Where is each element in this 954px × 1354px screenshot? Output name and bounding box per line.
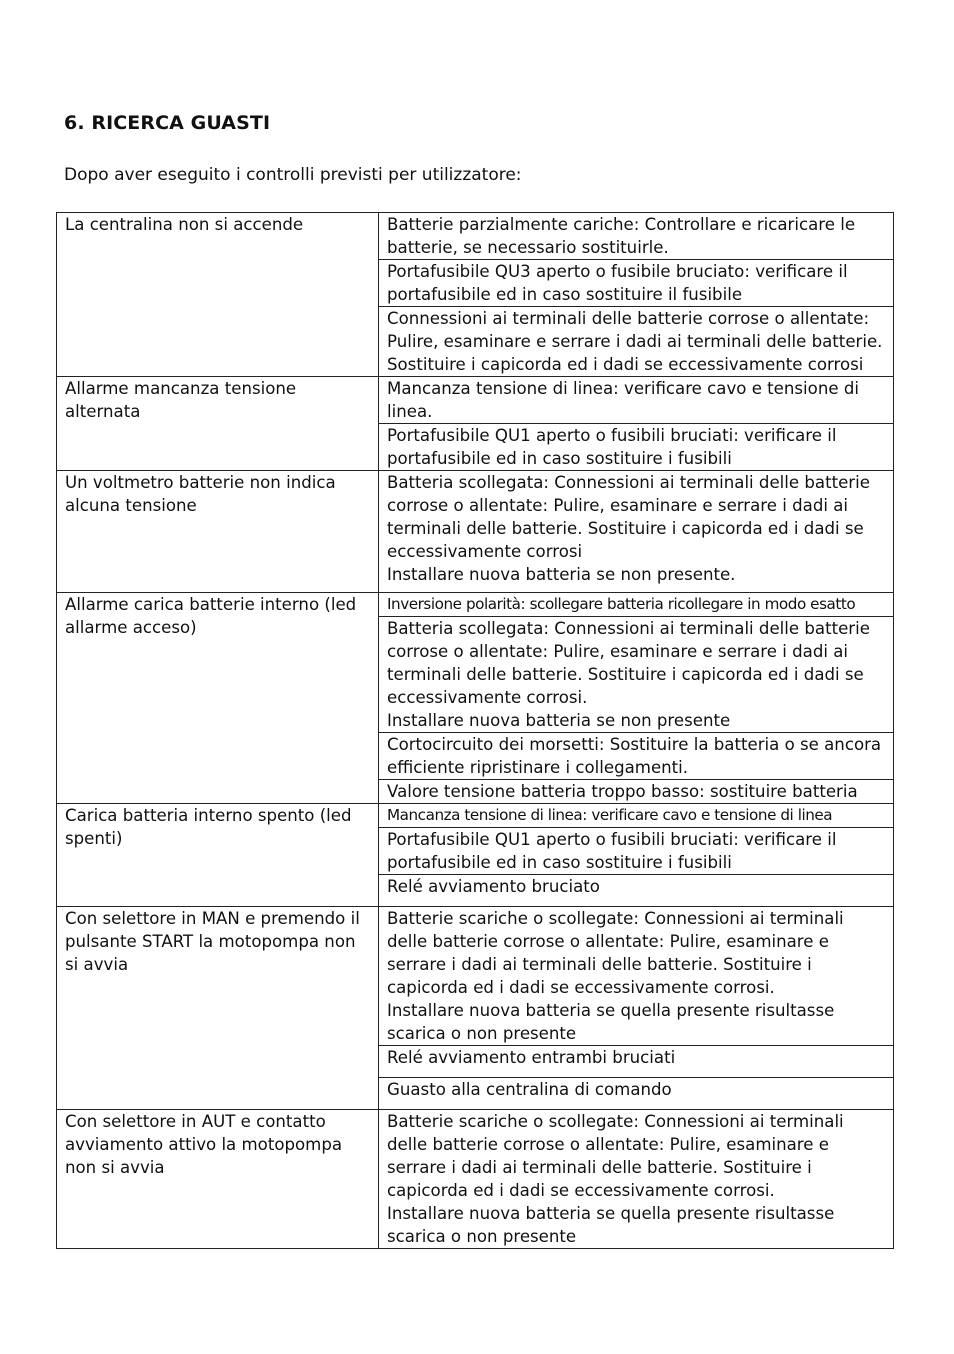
problem-cell: Allarme carica batterie interno (led allarme acceso) (57, 593, 379, 804)
spacer (387, 586, 887, 592)
problem-cell: Con selettore in MAN e premendo il pulsante START la motopompa non si avvia (57, 907, 379, 1110)
solution-item: Cortocircuito dei morsetti: Sostituire la batteria o se ancora efficiente ripristinare i collegamenti. (379, 733, 893, 780)
solution-cell (379, 471, 894, 593)
solution-line: Installare nuova batteria se non presente. (387, 565, 736, 584)
problem-cell: Un voltmetro batterie non indica alcuna tensione (57, 471, 379, 593)
solution-item: Valore tensione batteria troppo basso: sostituire batteria (387, 782, 858, 801)
solution-item (379, 1110, 893, 1248)
solution-item: Connessioni ai terminali delle batterie corrose o allentate: Pulire, esaminare e serrare i dadi ai terminali delle batterie. Sostituire i capicorda ed i dadi se eccessivamente corrosi (387, 309, 883, 374)
solution-line: Batterie scariche o scollegate: Connessioni ai terminali delle batterie corrose o allentate: Pulire, esaminare e serrare i dadi ai terminali delle batterie. Sostituire i capicorda ed i dadi se eccessivamente corrosi. (387, 1112, 844, 1200)
table-row (57, 1110, 894, 1249)
solution-cell (379, 213, 894, 377)
solution-cell (379, 593, 894, 804)
solution-item: Guasto alla centralina di comando (387, 1080, 672, 1099)
solution-item: Mancanza tensione di linea: verificare cavo e tensione di linea. (379, 377, 893, 424)
problem-cell: La centralina non si accende (57, 213, 379, 377)
solution-line: Installare nuova batteria se quella presente risultasse scarica o non presente (387, 1204, 835, 1246)
solution-line: Batteria scollegata: Connessioni ai terminali delle batterie corrose o allentate: Pulire, esaminare e serrare i dadi ai terminali delle batterie. Sostituire i capicorda ed i dadi se eccessivamente corrosi (387, 473, 870, 561)
solution-cell (379, 377, 894, 471)
problem-cell: Allarme mancanza tensione alternata (57, 377, 379, 471)
solution-item (379, 907, 893, 1046)
solution-line: Batterie scariche o scollegate: Connessioni ai terminali delle batterie corrose o allentate: Pulire, esaminare e serrare i dadi ai terminali delle batterie. Sostituire i capicorda ed i dadi se eccessivamente corrosi. (387, 909, 844, 997)
problem-cell: Con selettore in AUT e contatto avviamento attivo la motopompa non si avvia (57, 1110, 379, 1249)
section-title: 6. RICERCA GUASTI (64, 112, 271, 134)
table-row (57, 213, 894, 377)
solution-line: Installare nuova batteria se quella presente risultasse scarica o non presente (387, 1001, 835, 1043)
solution-cell (379, 804, 894, 907)
solution-item (379, 617, 893, 733)
solution-item: Relé avviamento entrambi bruciati (379, 1046, 893, 1078)
solution-item: Mancanza tensione di linea: verificare cavo e tensione di linea (379, 804, 893, 828)
solution-item (379, 471, 893, 592)
solution-item: Batterie parzialmente cariche: Controllare e ricaricare le batterie, se necessario sostituirle. (379, 213, 893, 260)
solution-item: Portafusibile QU1 aperto o fusibili bruciati: verificare il portafusibile ed in caso sostituire i fusibili (387, 426, 837, 468)
troubleshooting-table (56, 212, 894, 1249)
solution-item: Portafusibile QU1 aperto o fusibili bruciati: verificare il portafusibile ed in caso sostituire i fusibili (379, 828, 893, 875)
table-row (57, 804, 894, 907)
table-row (57, 907, 894, 1110)
solution-line: Installare nuova batteria se non presente (387, 711, 731, 730)
solution-cell (379, 907, 894, 1110)
intro-text: Dopo aver eseguito i controlli previsti per utilizzatore: (64, 165, 522, 185)
problem-cell: Carica batteria interno spento (led spenti) (57, 804, 379, 907)
solution-line: Batteria scollegata: Connessioni ai terminali delle batterie corrose o allentate: Pulire, esaminare e serrare i dadi ai terminali delle batterie. Sostituire i capicorda ed i dadi se eccessivamente corrosi. (387, 619, 870, 707)
table-row (57, 593, 894, 804)
solution-cell (379, 1110, 894, 1249)
table-row (57, 377, 894, 471)
solution-item: Inversione polarità: scollegare batteria ricollegare in modo esatto (379, 593, 893, 617)
solution-item: Relé avviamento bruciato (387, 877, 600, 896)
table-row (57, 471, 894, 593)
solution-item: Portafusibile QU3 aperto o fusibile bruciato: verificare il portafusibile ed in caso sostituire il fusibile (379, 260, 893, 307)
